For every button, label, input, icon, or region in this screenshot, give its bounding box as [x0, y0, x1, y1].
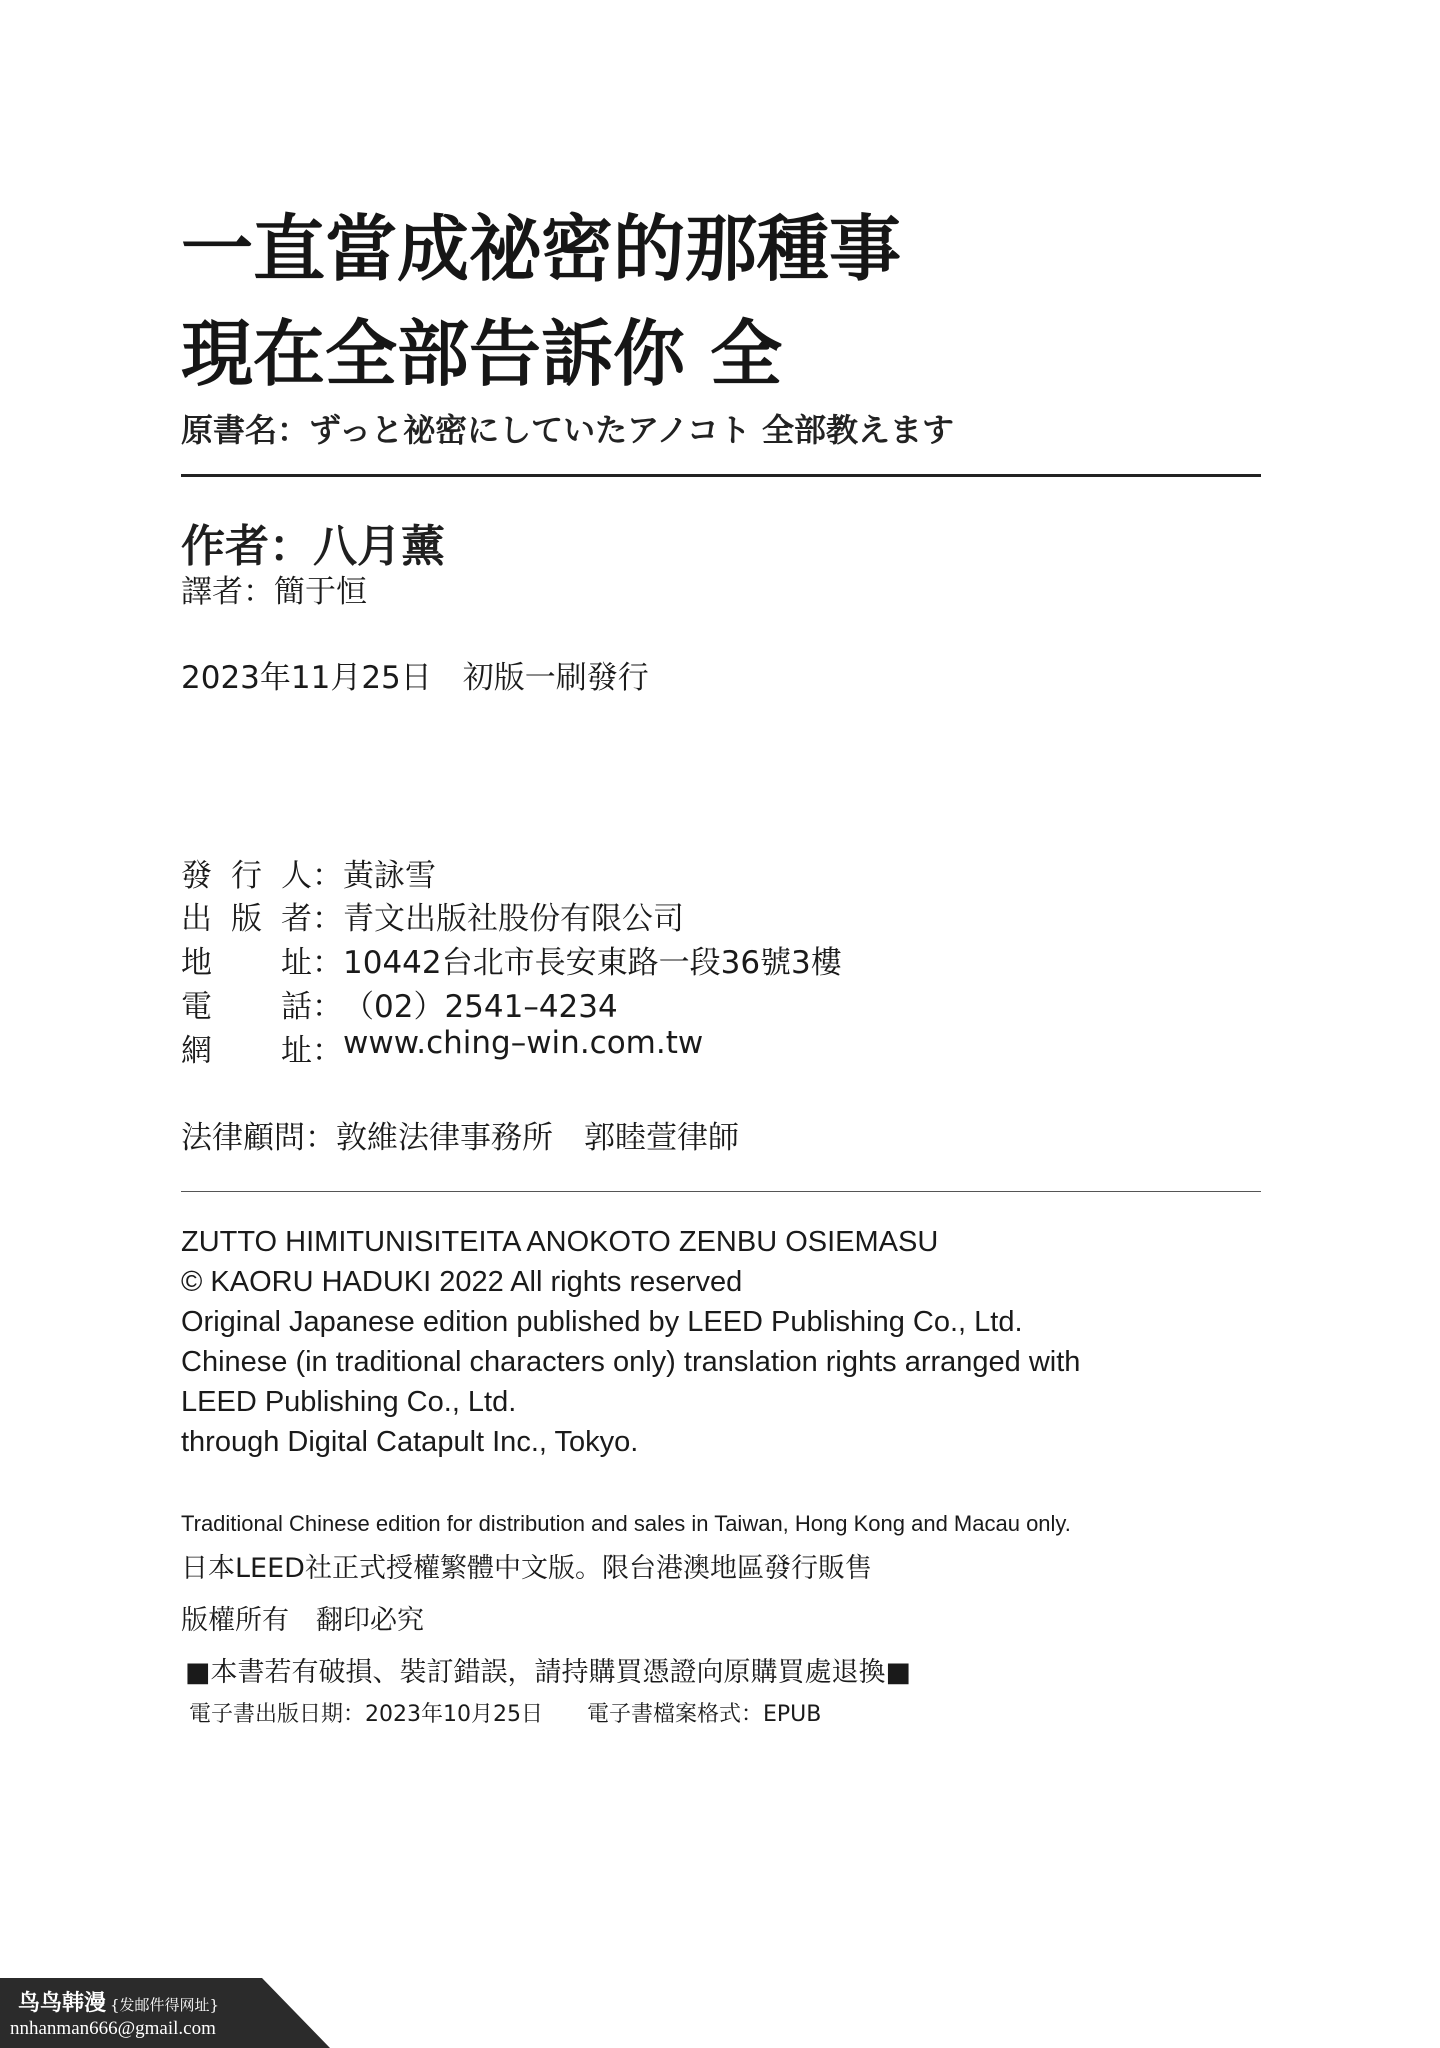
website-label: 網址	[181, 1033, 312, 1069]
ebook-format: 電子書檔案格式：EPUB	[586, 1702, 822, 1727]
address-row: 地址 ： 10442台北市長安東路一段36號3樓	[181, 937, 842, 982]
issuer-value: 黃詠雪	[343, 858, 436, 894]
original-title: 原書名：ずっと祕密にしていたアノコト 全部教えます	[181, 411, 955, 449]
distribution-note-zh: 日本LEED社正式授權繁體中文版。限台港澳地區發行販售	[181, 1553, 872, 1584]
publisher-value: 青文出版社股份有限公司	[343, 901, 684, 937]
publisher-row: 出版者 ： 青文出版社股份有限公司	[181, 893, 684, 938]
translator: 譯者：簡于恒	[181, 574, 367, 610]
issuer-label: 發行人	[181, 858, 312, 894]
phone-row: 電話 ： （02）2541–4234	[181, 981, 618, 1026]
watermark-email: nnhanman666@gmail.com	[10, 2018, 216, 2039]
author: 作者：八月薰	[181, 521, 445, 572]
website-value: www.ching–win.com.tw	[343, 1025, 704, 1061]
title-divider	[181, 474, 1261, 477]
credit-line: © KAORU HADUKI 2022 All rights reserved	[181, 1266, 743, 1298]
watermark-title	[18, 1986, 219, 2017]
return-notice: ■本書若有破損、裝訂錯誤，請持購買憑證向原購買處退換■	[185, 1657, 912, 1688]
watermark-note: {发邮件得网址}	[110, 1996, 220, 2014]
credit-line: Original Japanese edition published by LEED Publishing Co., Ltd.	[181, 1306, 1023, 1338]
publisher-label: 出版者	[181, 901, 312, 937]
credit-line: through Digital Catapult Inc., Tokyo.	[181, 1426, 639, 1458]
legal-advisor: 法律顧問：敦維法律事務所 郭睦萱律師	[181, 1120, 739, 1156]
credit-line: Chinese (in traditional characters only) translation rights arranged with	[181, 1346, 1081, 1378]
distribution-note-en: Traditional Chinese edition for distribution and sales in Taiwan, Hong Kong and Macau only.	[181, 1511, 1071, 1536]
rights-reserved: 版權所有 翻印必究	[181, 1605, 424, 1636]
english-credits	[181, 1222, 1080, 1462]
issuer-row: 發行人 ： 黃詠雪	[181, 850, 436, 895]
phone-value: （02）2541–4234	[343, 989, 618, 1025]
phone-label: 電話	[181, 989, 312, 1025]
ebook-info	[189, 1697, 821, 1728]
book-title-line-1: 一直當成祕密的那種事	[181, 207, 902, 291]
credit-line: ZUTTO HIMITUNISITEITA ANOKOTO ZENBU OSIEMASU	[181, 1226, 939, 1258]
address-label: 地址	[181, 945, 312, 981]
edition-date: 2023年11月25日 初版一刷發行	[181, 660, 649, 696]
address-value: 10442台北市長安東路一段36號3樓	[343, 945, 842, 981]
book-title-line-2: 現在全部告訴你 全	[181, 312, 783, 396]
ebook-date: 電子書出版日期：2023年10月25日	[189, 1702, 543, 1727]
credits-divider	[181, 1191, 1261, 1192]
watermark-name: 鸟鸟韩漫	[18, 1990, 107, 2016]
watermark-badge	[0, 1978, 330, 2048]
website-row: 網址 ： www.ching–win.com.tw	[181, 1025, 704, 1069]
credit-line: LEED Publishing Co., Ltd.	[181, 1386, 517, 1418]
